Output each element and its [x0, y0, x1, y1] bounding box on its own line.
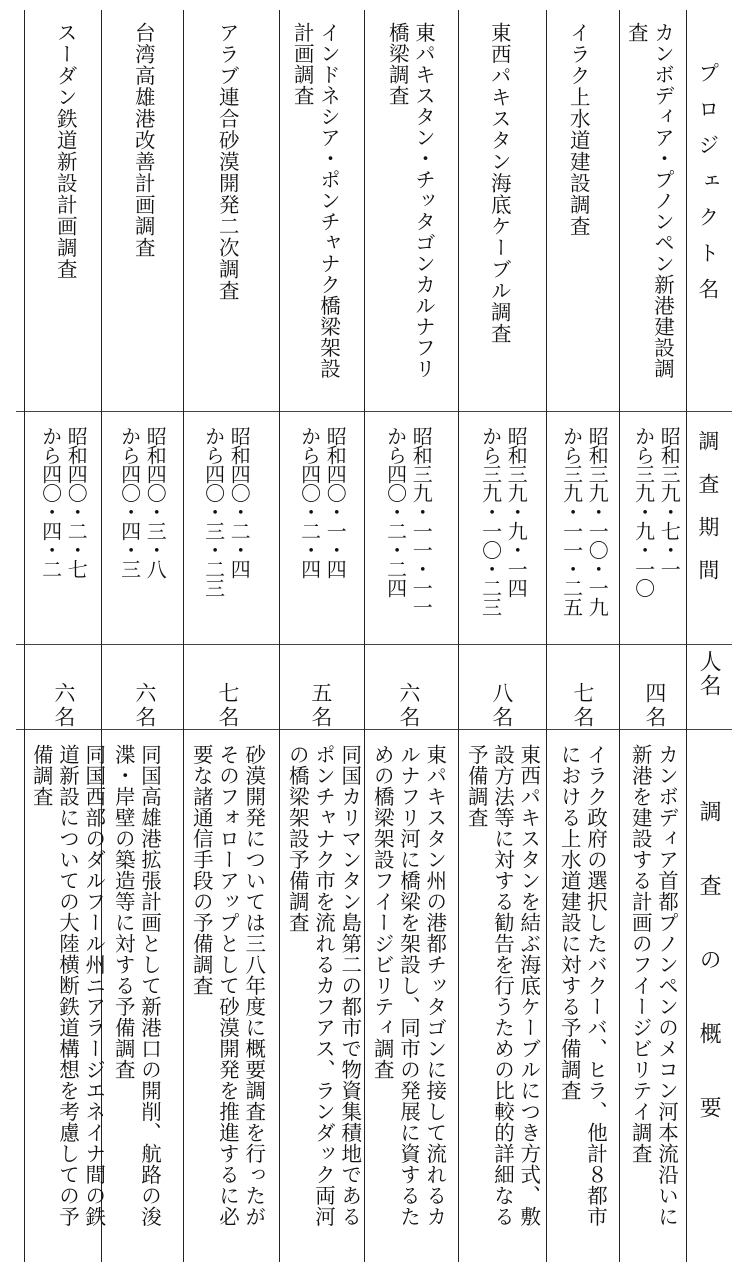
row-period: 昭和四〇・二・七 から四〇・四・二 [38, 426, 89, 578]
row-summary: カンボディア首都プノンペンのメコン河本流沿いに 新港を建設する計画のフイージビリテイ調査 [628, 744, 679, 1227]
column-rule [458, 10, 459, 1262]
row-summary: 同国カリマンタン島第二の都市で物資集積地である ポンチャナク市を流れるカフアス、ランダック両河 の橋梁架設予備調査 [285, 744, 362, 1227]
column-rule [546, 10, 547, 1262]
row-project: イラク上水道建設調査 [566, 22, 591, 237]
column-rule [686, 10, 687, 1262]
row-project: 東パキスタン・チッタゴンカルナフリ 橋梁調査 [385, 22, 436, 379]
row-project: 東西パキスタン海底ケーブル調査 [487, 22, 512, 345]
band-rule-2 [16, 644, 732, 645]
row-summary: 同国高雄港拡張計画として新港口の開削、航路の浚 渫・岸壁の築造等に対する予備調査 [111, 744, 162, 1227]
row-people-count: 八名 [489, 682, 514, 730]
row-project: スーダン鉄道新設計画調査 [53, 22, 78, 280]
column-rule [279, 10, 280, 1262]
column-rule [619, 10, 620, 1262]
row-summary: 同国西部のダルフール州ニアラージエネイナ間の鉄 道新設についての大陸横断鉄道構想を考慮しての予 備調査 [29, 744, 106, 1227]
band-rule-1 [16, 411, 732, 412]
row-summary: イラク政府の選択したバクーバ、ヒラ、他計８都市 における上水道建設に対する予備調査 [557, 744, 608, 1227]
row-period: 昭和四〇・二・四 から四〇・三・二三 [201, 426, 252, 597]
band-rule-3 [16, 729, 732, 730]
row-people-count: 五名 [308, 682, 333, 730]
header-summary: 調査の概要 [696, 800, 722, 1170]
row-summary: 砂漠開発については三八年度に概要調査を行ったが そのフォローアップとして砂漠開発を推進するに必 要な諸通信手段の予備調査 [189, 744, 266, 1227]
row-people-count: 七名 [215, 682, 240, 730]
row-people-count: 七名 [570, 682, 595, 730]
row-period: 昭和三九・九・一四 から三九・一〇・二三 [478, 426, 529, 616]
row-project: アラブ連合砂漠開発二次調査 [215, 22, 240, 302]
row-people-count: 六名 [51, 682, 76, 730]
row-period: 昭和四〇・三・八 から四〇・四・三 [117, 426, 168, 578]
row-project: 台湾高雄港改善計画調査 [131, 22, 156, 259]
row-summary: 東西パキスタンを結ぶ海底ケーブルにつき方式、敷 設方法等に対する勧告を行うための比較的詳細なる 予備調査 [464, 744, 541, 1227]
column-rule [364, 10, 365, 1262]
row-people-count: 六名 [132, 682, 157, 730]
header-period: 調査期間 [695, 430, 720, 602]
row-period: 昭和四〇・一・四 から四〇・二・四 [297, 426, 348, 578]
row-project: カンボディア・プノンペン新港建設調 査 [624, 22, 675, 379]
row-people-count: 四名 [642, 682, 667, 730]
row-period: 昭和三九・一一・一一 から四〇・二・二四 [383, 426, 434, 616]
row-people-count: 六名 [396, 682, 421, 730]
column-rule [183, 10, 184, 1262]
row-project: インドネシア・ポンチャナク橋梁架設 計画調査 [290, 22, 341, 379]
header-people: 人名 [696, 650, 722, 698]
row-period: 昭和三九・一〇・一九 から三九・一一・二五 [559, 426, 610, 616]
column-rule [24, 10, 25, 1262]
row-summary: 東パキスタン州の港都チッタゴンに接して流れるカ ルナフリ河に橋梁を架設し、同市の発展に資するた めの橋梁架設フイージビリティ調査 [370, 744, 447, 1227]
row-period: 昭和三九・七・一 から三九・九・一〇 [631, 426, 682, 597]
header-project: プロジェクト名 [695, 62, 720, 314]
